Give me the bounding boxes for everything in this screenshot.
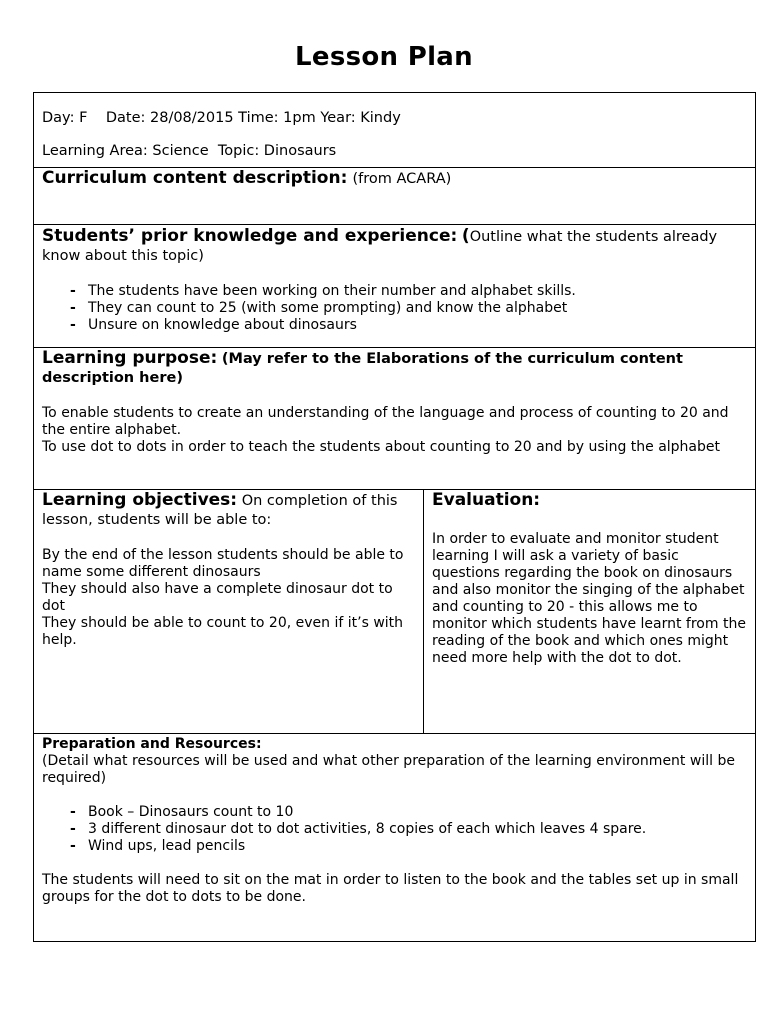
prior-note-open: ( — [461, 226, 470, 246]
objective-line-3: They should be able to count to 20, even if it’s with help. — [42, 615, 404, 648]
prior-knowledge-row — [34, 224, 755, 347]
list-item: - 3 different dinosaur dot to dot activities, 8 copies of each which leaves 4 spare. — [70, 821, 647, 837]
prior-knowledge-note: Outline what the students already know about this topic) — [42, 229, 718, 264]
evaluation-heading: Evaluation: — [432, 490, 541, 510]
list-item: - Wind ups, lead pencils — [70, 838, 246, 854]
learning-purpose-para-1: To enable students to create an understanding of the language and process of counting to 20 and the entire alphabet. — [42, 405, 729, 438]
preparation-resources-row — [34, 733, 755, 942]
learning-objectives-cell — [34, 490, 424, 733]
learning-objectives-heading: Learning objectives: — [42, 490, 238, 510]
evaluation-text: In order to evaluate and monitor student learning I will ask a variety of basic questions regarding the book on dinosaurs and also monitor the singing of the alphabet and counting to 20 - this allows me to monitor which students have learnt from the reading of the book and which ones might need more help with the dot to dot. — [432, 531, 746, 666]
learning-purpose-note: (May refer to the Elaborations of the curriculum content description here) — [42, 351, 683, 386]
curriculum-note: (from ACARA) — [352, 171, 452, 187]
list-item: - The students have been working on their number and alphabet skills. — [70, 283, 576, 299]
prior-knowledge-list — [42, 283, 747, 334]
area-topic-line: Learning Area: Science Topic: Dinosaurs — [42, 143, 337, 159]
objectives-evaluation-row — [34, 489, 755, 733]
objective-line-1: By the end of the lesson students should be able to name some different dinosaurs — [42, 547, 404, 580]
learning-purpose-para-2: To use dot to dots in order to teach the students about counting to 20 and by using the alphabet — [42, 439, 721, 455]
prior-knowledge-heading: Students’ prior knowledge and experience: — [42, 226, 458, 246]
resources-heading: Preparation and Resources: — [42, 736, 262, 752]
learning-purpose-row — [34, 347, 755, 489]
list-item: - Book – Dinosaurs count to 10 — [70, 804, 294, 820]
curriculum-heading: Curriculum content description: — [42, 168, 348, 188]
resources-closing: The students will need to sit on the mat in order to listen to the book and the tables set up in small groups for the dot to dots to be done. — [42, 872, 739, 905]
lesson-plan-table — [33, 92, 756, 942]
resources-note: (Detail what resources will be used and what other preparation of the learning environment will be required) — [42, 753, 735, 786]
evaluation-cell — [424, 490, 755, 733]
learning-objectives-note: On completion of this lesson, students will be able to: — [42, 493, 398, 528]
curriculum-row — [34, 167, 755, 224]
list-item: - Unsure on knowledge about dinosaurs — [70, 317, 357, 333]
objective-line-2: They should also have a complete dinosaur dot to dot — [42, 581, 393, 614]
header-row — [34, 93, 755, 167]
page-title: Lesson Plan — [295, 42, 473, 72]
learning-purpose-heading: Learning purpose: — [42, 348, 218, 368]
list-item: - They can count to 25 (with some prompting) and know the alphabet — [70, 300, 568, 316]
day-date-line: Day: F Date: 28/08/2015 Time: 1pm Year: Kindy — [42, 110, 401, 126]
resources-list — [42, 804, 747, 855]
